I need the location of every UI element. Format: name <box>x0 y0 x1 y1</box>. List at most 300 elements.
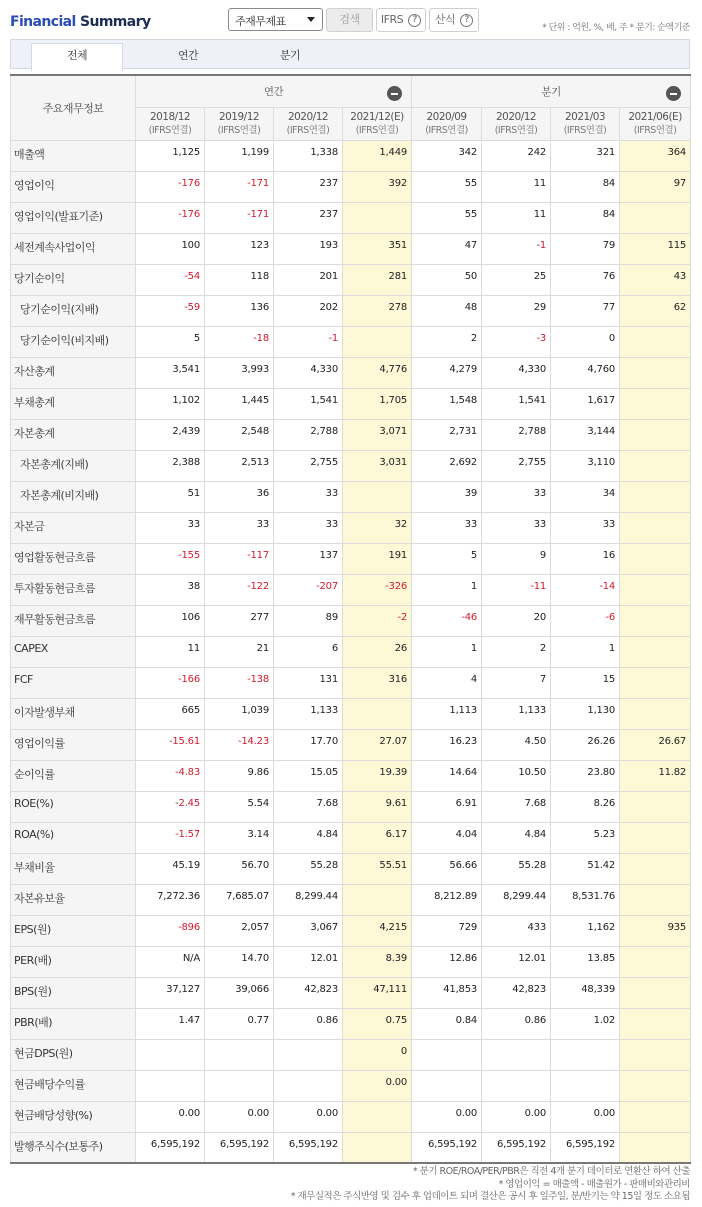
table-cell: 106 <box>136 605 205 636</box>
table-cell: 26.67 <box>620 729 691 760</box>
table-cell: 51 <box>136 481 205 512</box>
table-cell: 0.84 <box>412 1008 482 1039</box>
table-cell: 84 <box>551 202 620 233</box>
table-row <box>11 636 691 667</box>
tab-annual[interactable]: 연간 <box>177 49 199 62</box>
table-cell: 729 <box>412 915 482 946</box>
table-cell: 17.70 <box>274 729 343 760</box>
row-label: 자본총계(비지배) <box>11 481 136 512</box>
table-cell <box>205 1070 274 1101</box>
row-label: 당기순이익(비지배) <box>11 326 136 357</box>
table-cell: 1,039 <box>205 698 274 729</box>
table-cell: 37,127 <box>136 977 205 1008</box>
table-cell: 97 <box>620 171 691 202</box>
table-cell <box>620 481 691 512</box>
table-cell: 3,031 <box>343 450 412 481</box>
table-cell: 45.19 <box>136 853 205 884</box>
title-summary: Summary <box>79 14 151 30</box>
table-cell: 47,111 <box>343 977 412 1008</box>
ifrs-help-button[interactable] <box>376 8 426 32</box>
column-period: 2019/12 <box>218 110 260 123</box>
table-cell: 281 <box>343 264 412 295</box>
row-label: 자산총계 <box>11 357 136 388</box>
table-cell: 123 <box>205 233 274 264</box>
table-cell: 100 <box>136 233 205 264</box>
row-label: 당기순이익(지배) <box>11 295 136 326</box>
table-cell: 1,617 <box>551 388 620 419</box>
table-cell: -59 <box>136 295 205 326</box>
chevron-down-icon <box>307 17 315 22</box>
column-header <box>205 107 274 140</box>
table-cell: 6 <box>274 636 343 667</box>
table-cell: 20 <box>482 605 551 636</box>
table-cell: 1 <box>551 636 620 667</box>
table-cell: 2 <box>412 326 482 357</box>
footnotes <box>291 1166 690 1204</box>
table-cell: 11.82 <box>620 760 691 791</box>
table-cell: 34 <box>551 481 620 512</box>
table-cell: 1,133 <box>274 698 343 729</box>
table-cell: 14.64 <box>412 760 482 791</box>
table-cell <box>620 822 691 853</box>
table-cell <box>274 1039 343 1070</box>
table-cell: 1,445 <box>205 388 274 419</box>
table-cell: 55 <box>412 171 482 202</box>
table-cell: 364 <box>620 140 691 171</box>
table-cell: 4,330 <box>482 357 551 388</box>
table-row <box>11 1070 691 1101</box>
table-row <box>11 884 691 915</box>
table-cell: -117 <box>205 543 274 574</box>
table-row <box>11 357 691 388</box>
table-row <box>11 481 691 512</box>
row-label: 자본유보율 <box>11 884 136 915</box>
table-cell: 12.01 <box>482 946 551 977</box>
row-label: 매출액 <box>11 140 136 171</box>
table-cell: 5.23 <box>551 822 620 853</box>
table-cell: 48 <box>412 295 482 326</box>
table-cell: 33 <box>482 481 551 512</box>
table-cell: 89 <box>274 605 343 636</box>
column-period: 2021/03 <box>564 110 606 123</box>
table-cell: 12.01 <box>274 946 343 977</box>
table-cell: 8,531.76 <box>551 884 620 915</box>
table-cell <box>620 1132 691 1163</box>
table-cell: 5.54 <box>205 791 274 822</box>
table-cell: 131 <box>274 667 343 698</box>
row-label: 현금배당성향(%) <box>11 1101 136 1132</box>
table-row <box>11 1132 691 1163</box>
table-cell: 33 <box>274 481 343 512</box>
table-cell: 41,853 <box>412 977 482 1008</box>
table-cell <box>482 1039 551 1070</box>
table-cell <box>412 1039 482 1070</box>
table-cell: 935 <box>620 915 691 946</box>
table-cell <box>620 1039 691 1070</box>
table-cell: 1,338 <box>274 140 343 171</box>
table-cell: 3,067 <box>274 915 343 946</box>
statement-type-value: 주재무제표 <box>235 15 286 28</box>
table-cell <box>620 574 691 605</box>
table-cell: 0.00 <box>343 1070 412 1101</box>
row-label: 영업이익 <box>11 171 136 202</box>
table-cell: 2,755 <box>274 450 343 481</box>
table-cell <box>205 1039 274 1070</box>
table-cell <box>343 1101 412 1132</box>
table-cell: -2 <box>343 605 412 636</box>
table-cell: 8.39 <box>343 946 412 977</box>
table-cell <box>620 946 691 977</box>
column-basis: (IFRS연결) <box>494 124 538 136</box>
table-cell <box>551 1039 620 1070</box>
table-cell: 7 <box>482 667 551 698</box>
table-cell: 84 <box>551 171 620 202</box>
table-cell: 342 <box>412 140 482 171</box>
table-cell: -11 <box>482 574 551 605</box>
table-cell: 43 <box>620 264 691 295</box>
table-cell <box>620 388 691 419</box>
table-cell: -1.57 <box>136 822 205 853</box>
table-cell: -18 <box>205 326 274 357</box>
table-cell <box>343 326 412 357</box>
table-cell: -171 <box>205 171 274 202</box>
table-cell: 55.28 <box>274 853 343 884</box>
table-cell: 26.26 <box>551 729 620 760</box>
table-cell <box>620 636 691 667</box>
table-cell <box>620 450 691 481</box>
table-cell: 3.14 <box>205 822 274 853</box>
row-label: 재무활동현금흐름 <box>11 605 136 636</box>
table-cell: 4.84 <box>274 822 343 853</box>
table-cell <box>620 543 691 574</box>
footnote: * 영업이익 = 매출액 - 매출원가 - 판매비와관리비 <box>498 1178 690 1190</box>
ifrs-label: IFRS <box>380 13 404 26</box>
table-cell: 1,541 <box>274 388 343 419</box>
table-cell: 56.66 <box>412 853 482 884</box>
table-cell: 277 <box>205 605 274 636</box>
table-cell: 4.84 <box>482 822 551 853</box>
table-cell: 351 <box>343 233 412 264</box>
table-cell: 11 <box>482 171 551 202</box>
table-cell <box>620 884 691 915</box>
row-label: EPS(원) <box>11 915 136 946</box>
column-header <box>343 107 412 140</box>
table-cell: 0.00 <box>412 1101 482 1132</box>
table-cell: 12.86 <box>412 946 482 977</box>
column-period: 2020/12 <box>495 110 537 123</box>
table-cell: 1,541 <box>482 388 551 419</box>
group-quarter-header <box>412 75 691 107</box>
table-cell: 0.00 <box>205 1101 274 1132</box>
table-cell: 6,595,192 <box>136 1132 205 1163</box>
table-cell: 278 <box>343 295 412 326</box>
table-cell <box>343 1132 412 1163</box>
tab-quarterly[interactable]: 분기 <box>279 49 301 62</box>
table-cell: 25 <box>482 264 551 295</box>
table-cell: 8,299.44 <box>482 884 551 915</box>
collapse-icon[interactable] <box>387 86 402 101</box>
table-cell: 15.05 <box>274 760 343 791</box>
search-button[interactable]: 검색 <box>326 8 373 32</box>
page-title <box>10 14 150 30</box>
table-cell <box>620 791 691 822</box>
table-row <box>11 1101 691 1132</box>
table-cell: 2,788 <box>274 419 343 450</box>
table-cell: 16 <box>551 543 620 574</box>
table-cell <box>620 512 691 543</box>
table-row <box>11 822 691 853</box>
table-cell: 4.04 <box>412 822 482 853</box>
table-cell: 42,823 <box>482 977 551 1008</box>
row-label: ROE(%) <box>11 791 136 822</box>
table-cell: 0.00 <box>482 1101 551 1132</box>
column-period: 2021/06(E) <box>628 110 682 123</box>
table-cell: 1,449 <box>343 140 412 171</box>
table-cell: 33 <box>551 512 620 543</box>
table-cell: 6,595,192 <box>274 1132 343 1163</box>
row-label: 영업이익(발표기준) <box>11 202 136 233</box>
question-icon: ? <box>460 14 473 27</box>
row-label: 부채비율 <box>11 853 136 884</box>
table-cell: 33 <box>136 512 205 543</box>
row-label: PER(배) <box>11 946 136 977</box>
table-cell: 4,760 <box>551 357 620 388</box>
table-cell: 3,541 <box>136 357 205 388</box>
table-cell: 118 <box>205 264 274 295</box>
table-cell: 6.91 <box>412 791 482 822</box>
table-cell <box>551 1070 620 1101</box>
table-cell: 36 <box>205 481 274 512</box>
table-cell <box>620 605 691 636</box>
column-basis: (IFRS연결) <box>425 124 468 136</box>
table-cell: 4,330 <box>274 357 343 388</box>
column-basis: (IFRS연결) <box>563 124 607 136</box>
table-cell: -6 <box>551 605 620 636</box>
table-cell: 38 <box>136 574 205 605</box>
formula-help-button[interactable] <box>429 8 479 32</box>
table-cell: 1 <box>412 574 482 605</box>
table-cell: -176 <box>136 171 205 202</box>
table-cell: 1,199 <box>205 140 274 171</box>
row-label: 영업활동현금흐름 <box>11 543 136 574</box>
table-cell: 76 <box>551 264 620 295</box>
table-cell: 11 <box>482 202 551 233</box>
table-cell: -166 <box>136 667 205 698</box>
table-cell: -326 <box>343 574 412 605</box>
footnote: * 분기 ROE/ROA/PER/PBR은 직전 4개 분기 데이터로 연환산 하여 산출 <box>412 1166 690 1177</box>
table-cell: 42,823 <box>274 977 343 1008</box>
column-basis: (IFRS연결) <box>148 124 192 136</box>
table-cell: 0 <box>343 1039 412 1070</box>
statement-type-select[interactable] <box>228 8 323 31</box>
table-cell: 1,133 <box>482 698 551 729</box>
column-basis: (IFRS연결) <box>217 124 261 136</box>
table-row <box>11 791 691 822</box>
table-cell: 2,388 <box>136 450 205 481</box>
row-label: FCF <box>11 667 136 698</box>
table-cell: -4.83 <box>136 760 205 791</box>
table-cell: 2,513 <box>205 450 274 481</box>
table-cell: 2,439 <box>136 419 205 450</box>
table-cell <box>620 357 691 388</box>
table-cell: 51.42 <box>551 853 620 884</box>
table-cell: 32 <box>343 512 412 543</box>
formula-label: 산식 <box>434 13 456 26</box>
column-period: 2021/12(E) <box>350 110 404 123</box>
table-row <box>11 946 691 977</box>
table-cell: 9.86 <box>205 760 274 791</box>
table-row <box>11 760 691 791</box>
table-cell: 3,144 <box>551 419 620 450</box>
table-cell <box>620 1101 691 1132</box>
table-cell: 6,595,192 <box>482 1132 551 1163</box>
period-tabs <box>10 39 690 69</box>
row-label: 부채총계 <box>11 388 136 419</box>
table-row <box>11 543 691 574</box>
table-cell: 8.26 <box>551 791 620 822</box>
row-label: 발행주식수(보통주) <box>11 1132 136 1163</box>
table-cell: 48,339 <box>551 977 620 1008</box>
column-basis: (IFRS연결) <box>633 124 677 136</box>
table-cell: 7.68 <box>274 791 343 822</box>
table-cell: -1 <box>482 233 551 264</box>
collapse-icon[interactable] <box>666 86 681 101</box>
table-row <box>11 698 691 729</box>
table-cell: 39 <box>412 481 482 512</box>
table-cell <box>343 202 412 233</box>
table-cell: 7.68 <box>482 791 551 822</box>
table-cell <box>136 1070 205 1101</box>
table-cell: 0.77 <box>205 1008 274 1039</box>
table-cell: N/A <box>136 946 205 977</box>
table-cell: -896 <box>136 915 205 946</box>
table-cell: 433 <box>482 915 551 946</box>
table-cell: -2.45 <box>136 791 205 822</box>
table-cell: 33 <box>482 512 551 543</box>
table-cell: 1,548 <box>412 388 482 419</box>
table-cell: 191 <box>343 543 412 574</box>
table-cell: 79 <box>551 233 620 264</box>
table-cell <box>620 977 691 1008</box>
table-cell <box>620 667 691 698</box>
table-cell: -3 <box>482 326 551 357</box>
table-cell: 11 <box>136 636 205 667</box>
table-cell: -14 <box>551 574 620 605</box>
table-cell <box>620 853 691 884</box>
row-label: 자본금 <box>11 512 136 543</box>
table-cell: 201 <box>274 264 343 295</box>
table-cell <box>620 202 691 233</box>
row-label: CAPEX <box>11 636 136 667</box>
table-cell: 55.51 <box>343 853 412 884</box>
table-cell: 136 <box>205 295 274 326</box>
table-cell: 0 <box>551 326 620 357</box>
row-label: ROA(%) <box>11 822 136 853</box>
table-cell: 21 <box>205 636 274 667</box>
table-cell: 62 <box>620 295 691 326</box>
question-icon: ? <box>408 14 421 27</box>
row-label: 당기순이익 <box>11 264 136 295</box>
table-cell: 2,692 <box>412 450 482 481</box>
table-cell: 202 <box>274 295 343 326</box>
row-label: PBR(배) <box>11 1008 136 1039</box>
table-cell: 15 <box>551 667 620 698</box>
table-cell <box>620 1008 691 1039</box>
table-row <box>11 419 691 450</box>
table-cell: -54 <box>136 264 205 295</box>
table-cell: 4 <box>412 667 482 698</box>
table-cell: 27.07 <box>343 729 412 760</box>
row-label: 현금DPS(원) <box>11 1039 136 1070</box>
table-cell: 47 <box>412 233 482 264</box>
column-basis: (IFRS연결) <box>286 124 330 136</box>
column-header <box>136 107 205 140</box>
table-cell: 56.70 <box>205 853 274 884</box>
row-label: 이자발생부채 <box>11 698 136 729</box>
table-cell: 6.17 <box>343 822 412 853</box>
table-cell: -15.61 <box>136 729 205 760</box>
table-cell: 2,731 <box>412 419 482 450</box>
table-cell <box>620 1070 691 1101</box>
table-cell: 6,595,192 <box>551 1132 620 1163</box>
table-cell: -122 <box>205 574 274 605</box>
table-cell <box>343 884 412 915</box>
table-cell: 8,299.44 <box>274 884 343 915</box>
table-cell: -138 <box>205 667 274 698</box>
table-cell: 23.80 <box>551 760 620 791</box>
table-cell: 2,057 <box>205 915 274 946</box>
row-label: 영업이익률 <box>11 729 136 760</box>
column-header <box>620 107 691 140</box>
table-cell <box>482 1070 551 1101</box>
table-cell: 5 <box>412 543 482 574</box>
column-period: 2020/12 <box>287 110 329 123</box>
row-label: 순이익률 <box>11 760 136 791</box>
table-cell: 3,993 <box>205 357 274 388</box>
table-row <box>11 171 691 202</box>
column-header <box>412 107 482 140</box>
table-row <box>11 388 691 419</box>
group-annual-header <box>136 75 412 107</box>
tab-all[interactable]: 전체 <box>31 43 123 71</box>
table-cell: 0.75 <box>343 1008 412 1039</box>
table-row <box>11 202 691 233</box>
table-cell: 55.28 <box>482 853 551 884</box>
table-cell <box>274 1070 343 1101</box>
table-row <box>11 915 691 946</box>
table-row <box>11 233 691 264</box>
table-cell: 1.02 <box>551 1008 620 1039</box>
table-cell: 193 <box>274 233 343 264</box>
row-label: 투자활동현금흐름 <box>11 574 136 605</box>
table-cell: 4,279 <box>412 357 482 388</box>
table-row <box>11 605 691 636</box>
table-cell: 7,272.36 <box>136 884 205 915</box>
group-quarter-label: 분기 <box>541 85 561 98</box>
table-cell: 665 <box>136 698 205 729</box>
table-cell: 321 <box>551 140 620 171</box>
table-cell: 33 <box>274 512 343 543</box>
column-header <box>274 107 343 140</box>
table-cell: 6,595,192 <box>412 1132 482 1163</box>
table-cell: 16.23 <box>412 729 482 760</box>
table-cell: 1 <box>412 636 482 667</box>
table-cell: 3,110 <box>551 450 620 481</box>
table-cell: 26 <box>343 636 412 667</box>
row-label: 자본총계 <box>11 419 136 450</box>
table-cell: 55 <box>412 202 482 233</box>
table-cell: -176 <box>136 202 205 233</box>
